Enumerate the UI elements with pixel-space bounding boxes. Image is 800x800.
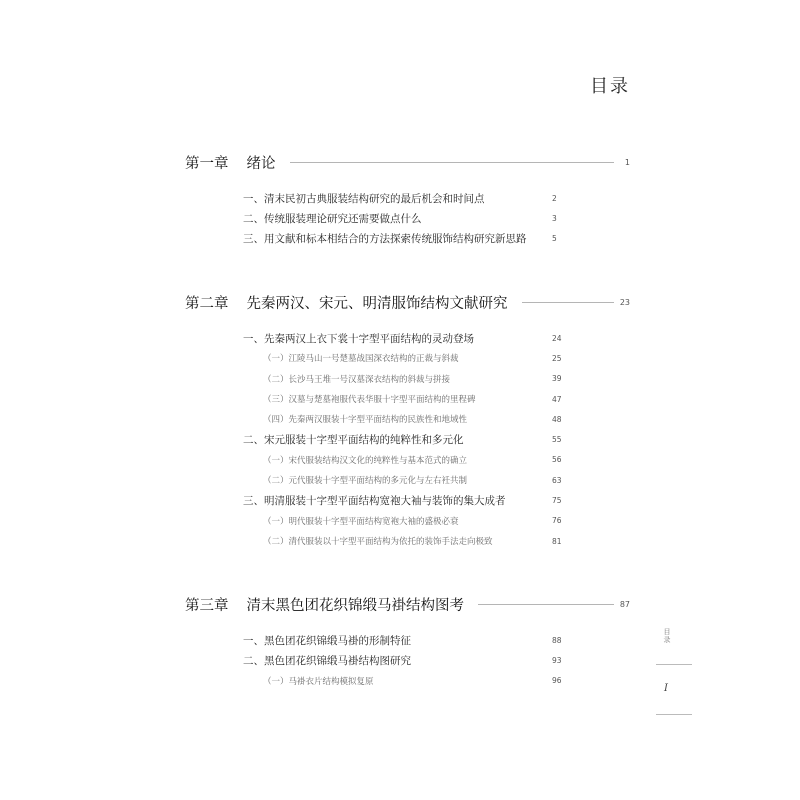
entry-title: （一）马褂衣片结构模拟复原 [263,676,374,687]
entry-page-number: 81 [552,536,562,546]
chapter-2 [185,290,630,551]
toc-entry[interactable] [185,650,630,670]
chapter-number: 第二章 [185,295,229,312]
entry-title: （二）清代服装以十字型平面结构为依托的装饰手法走向极致 [263,537,493,548]
entry-page-number: 3 [552,213,557,223]
entry-page-number: 96 [552,676,562,686]
entry-title: （二）元代服装十字型平面结构的多元化与左右衽共制 [263,476,468,487]
toc-subentry[interactable] [185,511,630,531]
toc-subentry[interactable] [185,409,630,429]
side-section-label: 目录 [663,628,671,644]
entry-page-number: 55 [552,435,562,445]
toc-entry[interactable] [185,429,630,449]
entry-title: 二、黑色团花织锦缎马褂结构图研究 [243,654,411,667]
chapter-title: 绪论 [246,155,276,172]
entry-page-number: 5 [552,234,557,244]
page-title: 目录 [590,76,630,97]
entry-title: 一、清末民初古典服装结构研究的最后机会和时间点 [243,192,485,205]
toc-entry[interactable] [185,188,630,208]
chapter-3 [185,592,630,691]
toc-entry[interactable] [185,630,630,650]
entry-page-number: 88 [552,635,562,645]
toc-subentry[interactable] [185,450,630,470]
side-divider [656,664,692,665]
entry-title: 三、明清服装十字型平面结构宽袍大袖与装饰的集大成者 [243,495,506,508]
section-list [185,630,630,691]
entry-title: （一）明代服装十字型平面结构宽袍大袖的盛极必衰 [263,516,459,527]
chapter-heading[interactable] [185,592,630,616]
entry-title: （一）江陵马山一号楚墓战国深衣结构的正裁与斜裁 [263,354,459,365]
chapter-1 [185,150,630,249]
entry-page-number: 39 [552,374,562,384]
entry-page-number: 56 [552,455,562,465]
chapter-heading[interactable] [185,290,630,314]
chapter-page-number: 1 [624,157,630,167]
toc-entry[interactable] [185,229,630,249]
entry-page-number: 93 [552,655,562,665]
chapter-title: 先秦两汉、宋元、明清服饰结构文献研究 [246,295,508,312]
entry-page-number: 47 [552,394,562,404]
section-list [185,328,630,551]
chapter-title: 清末黑色团花织锦缎马褂结构图考 [246,597,464,614]
chapter-rule [478,604,614,605]
toc-subentry[interactable] [185,531,630,551]
toc-entry[interactable] [185,328,630,348]
toc-entry[interactable] [185,490,630,510]
entry-title: 一、黑色团花织锦缎马褂的形制特征 [243,634,411,647]
folio-page-number: I [664,683,668,694]
chapter-page-number: 87 [619,599,630,609]
entry-page-number: 25 [552,353,562,363]
entry-page-number: 48 [552,414,562,424]
entry-title: 三、用文献和标本相结合的方法探索传统服饰结构研究新思路 [243,233,527,246]
entry-title: （四）先秦两汉服装十字型平面结构的民族性和地域性 [263,415,468,426]
side-tab [656,628,692,715]
entry-page-number: 2 [552,193,557,203]
entry-title: 二、传统服装理论研究还需要做点什么 [243,212,422,225]
entry-page-number: 63 [552,475,562,485]
chapter-page-number: 23 [619,297,630,307]
toc-subentry[interactable] [185,470,630,490]
entry-title: 一、先秦两汉上衣下裳十字型平面结构的灵动登场 [243,332,474,345]
entry-page-number: 76 [552,516,562,526]
entry-title: （二）长沙马王堆一号汉墓深衣结构的斜裁与拼接 [263,374,451,385]
toc-subentry[interactable] [185,671,630,691]
toc-subentry[interactable] [185,369,630,389]
entry-title: （一）宋代服装结构汉文化的纯粹性与基本范式的确立 [263,455,468,466]
chapter-number: 第一章 [185,155,229,172]
toc-entry[interactable] [185,208,630,228]
side-divider [656,714,692,715]
entry-title: （三）汉墓与楚墓袍服代表华服十字型平面结构的里程碑 [263,395,476,406]
entry-title: 二、宋元服装十字型平面结构的纯粹性和多元化 [243,434,464,447]
chapter-number: 第三章 [185,597,229,614]
chapter-rule [522,302,615,303]
toc-subentry[interactable] [185,389,630,409]
section-list [185,188,630,249]
chapter-heading[interactable] [185,150,630,174]
chapter-rule [290,162,615,163]
toc-subentry[interactable] [185,348,630,368]
entry-page-number: 75 [552,496,562,506]
entry-page-number: 24 [552,333,562,343]
